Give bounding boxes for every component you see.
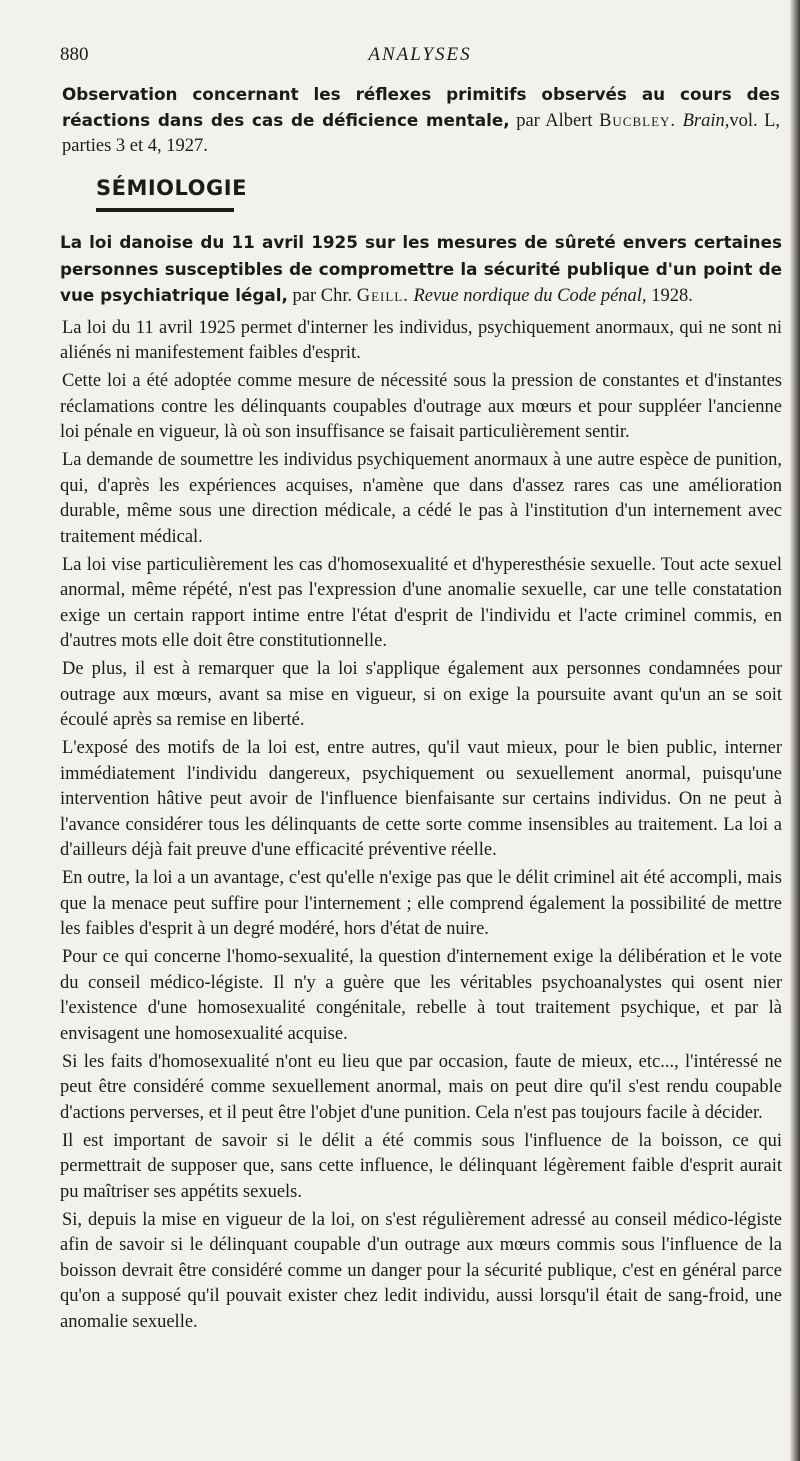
paragraph: Pour ce qui concerne l'homo-sexualité, la question d'internement exige la délibération et le vote du conseil médico-légiste. Il n'y a guère que les véritables psychoanalystes qui osent nier l'existence d'une homosexualité congénitale, rebelle à tout traitement psychique, et par là envisagent une homosexualité acquise.: [60, 947, 782, 1044]
paragraph: L'exposé des motifs de la loi est, entre autres, qu'il vaut mieux, pour le bien public, interner immédiatement l'individu dangereux, psychiquement ou sexuellement anormal, puisqu'une intervention hâtive peut avoir de l'influence bienfaisante sur certains individus. On ne peut à l'avance considérer tous les délinquants de cette sorte comme insensibles au traitement. La loi a d'ailleurs déjà fait preuve d'une efficacité préventive réelle.: [60, 738, 782, 860]
article-journal: Revue nordique du Code pénal,: [413, 286, 647, 306]
section-heading: SÉMIOLOGIE: [96, 176, 247, 200]
biblio-journal: Brain,: [682, 111, 730, 131]
paragraph: La loi vise particulièrement les cas d'homosexualité et d'hyperesthésie sexuelle. Tout acte sexuel anormal, même répété, n'est pas l'expression d'une anomalie sexuelle, car une telle constatation exige un certain rapport intime entre l'état d'esprit de l'individu et l'acte criminel commis, en d'autres mots elle doit être constitutionnelle.: [60, 554, 782, 651]
page-header: [60, 44, 780, 68]
paragraph: En outre, la loi a un avantage, c'est qu'elle n'exige pas que le délit criminel ait été accompli, mais que la menace peut suffire pour l'internement ; elle comprend également la possibilité de mettre les faibles d'esprit à un degré modéré, hors d'état de nuire.: [60, 868, 782, 939]
article: [60, 230, 782, 1338]
biblio-title: Observation concernant les réflexes primitifs observés au cours des réactions dans des cas de déficience mentale,: [62, 84, 780, 130]
article-year: 1928.: [651, 286, 693, 306]
page-edge-shadow: [790, 0, 800, 1461]
section-rule: [96, 208, 234, 212]
article-title: La loi danoise du 11 avril 1925 sur les mesures de sûreté envers certaines personnes susceptibles de compromettre la sécurité publique d'un point de vue psychiatrique légal,: [60, 232, 782, 305]
article-author: Geill.: [356, 286, 409, 306]
article-heading: [60, 230, 782, 310]
paragraph: De plus, il est à remarquer que la loi s'applique également aux personnes condamnées pour outrage aux mœurs, avant sa mise en vigueur, si on exige la poursuite avant qu'un an se soit écoulé après sa remise en liberté.: [60, 659, 782, 730]
paragraph: La loi du 11 avril 1925 permet d'interner les individus, psychiquement anormaux, qui ne sont ni aliénés ni manifestement faibles d'esprit.: [60, 317, 782, 363]
page-number: 880: [60, 44, 89, 65]
biblio-details: vol. L, parties 3 et 4, 1927.: [62, 111, 781, 156]
paragraph: Si, depuis la mise en vigueur de la loi, on s'est régulièrement adressé au conseil médico-légiste afin de savoir si le délinquant coupable d'un outrage aux mœurs commis sous l'influence de la boisson devrait être considéré comme un danger pour la sécurité publique, c'est en général parce qu'on a supposé qu'il pouvait exister chez ledit individu, aussi lorsqu'il était de sang-froid, une anomalie sexuelle.: [60, 1209, 782, 1332]
biblio-author: Bucbley.: [599, 111, 677, 131]
paragraph: Cette loi a été adoptée comme mesure de nécessité sous la pression de constantes et d'instantes réclamations contre les délinquants coupables d'outrage aux mœurs et pour suppléer l'ancienne loi pénale en vigueur, là où son insuffisance se faisait particulièrement sentir.: [60, 371, 782, 442]
bibliographic-entry: [62, 82, 780, 159]
article-by: par Chr.: [292, 286, 353, 306]
biblio-by: par Albert: [516, 111, 593, 131]
paragraph: La demande de soumettre les individus psychiquement anormaux à une autre espèce de punition, qui, d'après les expériences acquises, n'amène que dans d'assez rares cas une amélioration durable, même sous une direction médicale, a cédé le pas à l'institution d'un internement avec traitement médical.: [60, 450, 782, 547]
paragraph: Il est important de savoir si le délit a été commis sous l'influence de la boisson, ce qui permettrait de supposer que, sans cette influence, le délinquant légèrement faible d'esprit aurait pu maîtriser ses appétits sexuels.: [60, 1130, 782, 1202]
paragraph: Si les faits d'homosexualité n'ont eu lieu que par occasion, faute de mieux, etc..., l'intéressé ne peut être considéré comme sexuellement anormal, mais on peut dire qu'il s'est rendu coupable d'actions perverses, et il peut être l'objet d'une punition. Cela n'est pas toujours facile à décider.: [60, 1051, 782, 1123]
running-head: ANALYSES: [368, 44, 472, 65]
